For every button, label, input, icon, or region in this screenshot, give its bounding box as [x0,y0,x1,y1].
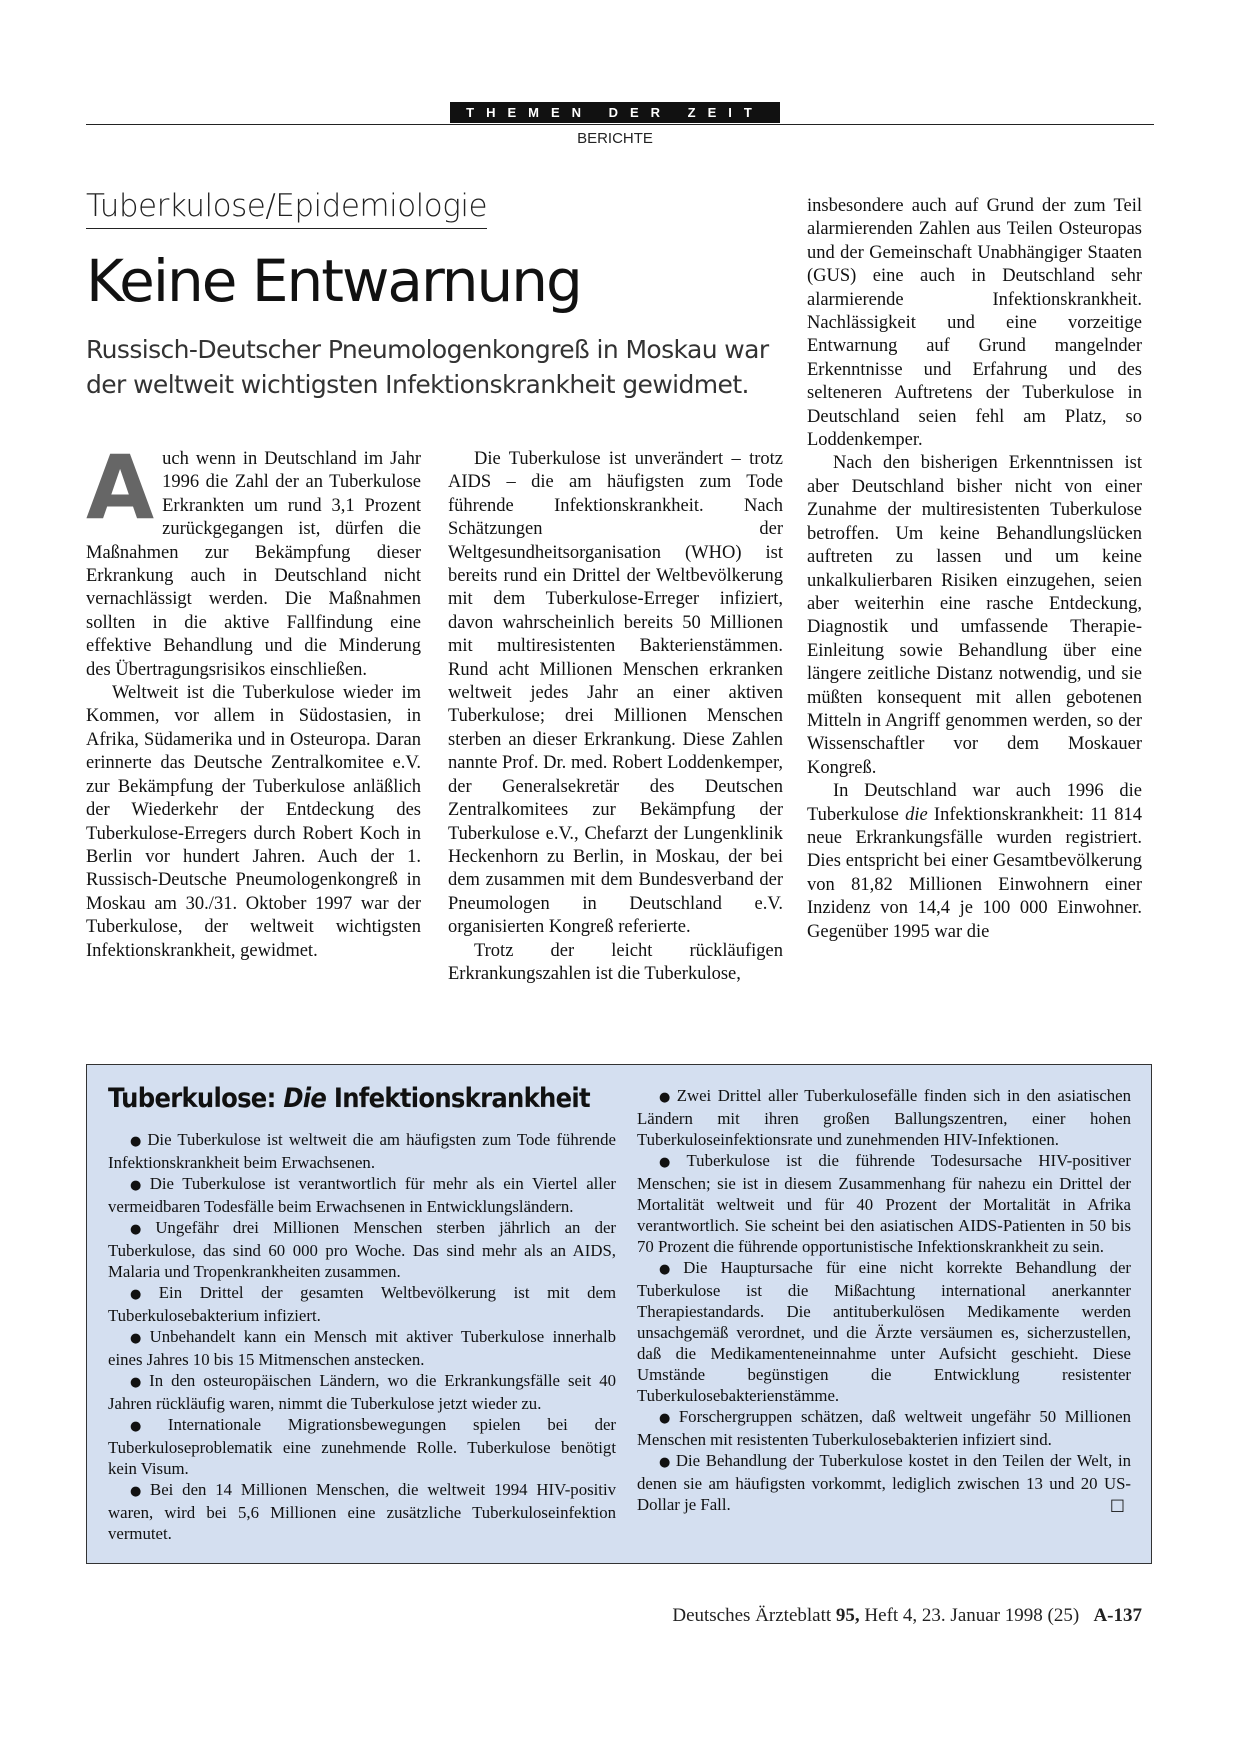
bullet-text: Ein Drittel der gesamten Weltbevölkerung ist mit dem Tuberkulosebakterium infiziert. [108,1283,617,1325]
paragraph-text: Infektionskrankheit: 11 814 neue Erkrankungsfälle wurden registriert. Dies entspricht bei einer Gesamtbevölkerung von 81,82 Millionen Einwohnern einer Inzidenz von 14,4 je 100 000 Einwohner. Gegenüber 1995 war die [807,804,1142,942]
paragraph: Weltweit ist die Tuberkulose wieder im Kommen, vor allem in Südostasien, in Afrika, Südamerika und in Osteuropa. Daran erinnerte das Deutsche Zentralkomitee e.V. zur Bekämpfung der Tuberkulose anläßlich der Wiederkehr der Entdeckung des Tuberkulose-Erregers durch Robert Koch in Berlin vor hundert Jahren. Auch der 1. Russisch-Deutsche Pneumologenkongreß in Moskau am 30./31. Oktober 1997 war der Tuberkulose, der weltweit wichtigsten Infektionskrankheit, gewidmet. [86,683,421,961]
info-box-left-column [108,1129,616,1544]
bullet-text: Unbehandelt kann ein Mensch mit aktiver Tuberkulose innerhalb eines Jahres 10 bis 15 Mitmenschen anstecken. [108,1327,616,1369]
bullet-icon: ● [659,1411,675,1426]
bullet-icon: ● [130,1134,144,1149]
bullet-icon: ● [130,1287,155,1302]
bullet-text: Zwei Drittel aller Tuberkulosefälle finden sich in den asiatischen Ländern mit ihren großen Ballungszentren, einer hohen Tuberkuloseinfektionsrate und zunehmenden HIV-Infektionen. [637,1086,1132,1149]
bullet-item [637,1085,1131,1150]
bullet-icon: ● [130,1178,146,1193]
info-box-title [108,1083,590,1114]
drop-cap: A [86,448,155,539]
header-rule [86,124,1154,125]
bullet-item [108,1217,616,1282]
bullet-text: Die Hauptursache für eine nicht korrekte Behandlung der Tuberkulose ist die Mißachtung international anerkannter Therapiestandards. Die antituberkulösen Medikamente werden unsachgemäß verordnet, und die Ärzte versäumen es, sicherzustellen, daß die Medikamenteneinnahme unter Aufsicht geschieht. Diese Umstände begünstigen die Entwicklung resistenter Tuberkulosebakterienstämme. [637,1258,1132,1405]
article-title: Keine Entwarnung [86,247,581,315]
bullet-icon: ● [659,1155,683,1170]
page-number: A-137 [1093,1605,1142,1626]
title-emphasis: Die [283,1083,327,1114]
bullet-text: Bei den 14 Millionen Menschen, die weltweit 1994 HIV-positiv waren, wird bei 5,6 Millionen eine zusätzliche Tuberkuloseinfektion vermutet. [108,1480,616,1543]
paragraph: Nach den bisherigen Erkenntnissen ist aber Deutschland bisher nicht von einer Zunahme der multiresistenten Tuberkulose betroffen. Um keine Behandlungslücken auftreten zu lassen und um keine unkalkulierbaren Risiken einzugehen, seien aber weiterhin eine rasche Entdeckung, Diagnostik und umfassende Therapie-Einleitung sowie Behandlung über eine längere zeitliche Distanz notwendig, und sie müßten konsequent mit allen gebotenen Mitteln in Angriff genommen werden, so der Wissenschaftler vor dem Moskauer Kongreß. [807,453,1142,778]
bullet-icon: ● [659,1090,673,1105]
bullet-icon: ● [130,1222,152,1237]
page-footer [672,1605,1142,1627]
bullet-text: Die Tuberkulose ist verantwortlich für mehr als ein Viertel aller vermeidbaren Todesfälle beim Erwachsenen in Entwicklungsländern. [108,1174,616,1216]
paragraph [86,448,421,682]
paragraph-text: In Deutschland war auch 1996 die Tuberkulose [807,781,1142,825]
bullet-icon: ● [130,1331,146,1346]
bullet-text: Forschergruppen schätzen, daß weltweit ungefähr 50 Millionen Menschen mit resistenten Tuberkulosebakterien infiziert sind. [637,1407,1131,1449]
bullet-icon: ● [130,1375,146,1390]
bullet-icon: ● [659,1262,680,1277]
article-lead: Russisch-Deutscher Pneumologenkongreß in Moskau war der weltweit wichtigsten Infektionskrankheit gewidmet. [86,335,769,399]
paragraph: Trotz der leicht rückläufigen Erkrankungszahlen ist die Tuberkulose, [448,940,783,984]
body-column-2 [448,448,783,1038]
paragraph [807,780,1142,944]
paragraph: insbesondere auch auf Grund der zum Teil alarmierenden Zahlen aus Teilen Osteuropas und der Gemeinschaft Unabhängiger Staaten (GUS) eine auch in Deutschland sehr alarmierende Infektionskrankheit. Nachlässigkeit und eine vorzeitige Entwarnung auf Grund mangelnder Erkenntnisse und Erfahrung und des selteneren Auftretens der Tuberkulose in Deutschland seien fehl am Platz, so Loddenkemper. [807,196,1142,451]
bullet-item [637,1406,1131,1450]
bullet-item [108,1414,616,1479]
body-column-1 [86,448,421,1038]
emphasis: die [905,804,928,825]
title-part: Infektionskrankheit [326,1083,590,1114]
bullet-item [108,1479,616,1544]
bullet-item [108,1129,616,1173]
bullet-item [108,1326,616,1370]
info-box-right-column [637,1085,1131,1515]
subsection-label: BERICHTE [577,130,653,147]
journal-name: Deutsches Ärzteblatt [672,1605,836,1626]
paragraph: Die Tuberkulose ist unverändert – trotz AIDS – die am häufigsten zum Tode führende Infektionskrankheit. Nach Schätzungen der Weltgesundheitsorganisation (WHO) ist bereits rund ein Drittel der Weltbevölkerung mit dem Tuberkulose-Erreger infiziert, davon wahrscheinlich bereits 50 Millionen mit multiresistenten Bakterienstämmen. Rund acht Millionen Menschen erkranken weltweit jedes Jahr an einer aktiven Tuberkulose; drei Millionen Menschen sterben an dieser Erkrankung. Diese Zahlen nannte Prof. Dr. med. Robert Loddenkemper, der Generalsekretär des Deutschen Zentralkomitees zur Bekämpfung der Tuberkulose e.V., Chefarzt der Lungenklinik Heckenhorn zu Berlin, in Moskau, der bei dem zusammen mit dem Bundesverband der Pneumologen in Deutschland e.V. organisierten Kongreß referierte. [448,449,783,938]
bullet-item [108,1370,616,1414]
bullet-item [108,1282,616,1326]
bullet-text: Ungefähr drei Millionen Menschen sterben jährlich an der Tuberkulose, das sind 60 000 pro Woche. Das sind mehr als an AIDS, Malaria und Tropenkrankheiten zusammen. [108,1218,616,1281]
title-part: Tuberkulose: [108,1083,284,1114]
bullet-item [637,1450,1131,1515]
bullet-item [637,1257,1131,1406]
bullet-text: Die Behandlung der Tuberkulose kostet in den Teilen der Welt, in denen sie am häufigsten vorkommt, lediglich zwischen 13 und 20 US-Dollar je Fall. [637,1451,1132,1514]
bullet-text: Internationale Migrationsbewegungen spielen bei der Tuberkuloseproblematik eine zunehmende Rolle. Tuberkulose benötigt kein Visum. [108,1415,616,1478]
article-rubric: Tuberkulose/Epidemiologie [86,188,487,229]
section-label: THEMEN DER ZEIT [450,102,780,123]
bullet-text: Die Tuberkulose ist weltweit die am häufigsten zum Tode führende Infektionskrankheit beim Erwachsenen. [108,1130,616,1172]
bullet-item [108,1173,616,1217]
bullet-icon: ● [130,1419,164,1434]
bullet-item [637,1150,1131,1257]
paragraph-text: uch wenn in Deutschland im Jahr 1996 die Zahl der an Tuberkulose Erkrankten um rund 3,1 Prozent zurückgegangen ist, dürfen die Maßnahmen zur Bekämpfung dieser Erkrankung auch in Deutschland nicht vernachlässigt werden. Die Maßnahmen sollten in die aktive Fallfindung eine effektive Behandlung und die Minderung des Übertragungsrisikos einschließen. [86,449,421,680]
issue-info: Heft 4, 23. Januar 1998 (25) [859,1605,1080,1626]
bullet-icon: ● [130,1484,147,1499]
body-column-3 [807,195,1142,1038]
bullet-icon: ● [659,1455,672,1470]
bullet-text: In den osteuropäischen Ländern, wo die Erkrankungsfälle seit 40 Jahren rückläufig waren, nimmt die Tuberkulose jetzt wieder zu. [108,1371,617,1413]
info-box [86,1064,1152,1564]
bullet-text: Tuberkulose ist die führende Todesursache HIV-positiver Menschen; sie ist in diesem Zusammenhang für nahezu ein Drittel der Mortalität weltweit und für 40 Prozent der Mortalität in Afrika verantwortlich. Sie scheint bei den asiatischen AIDS-Patienten in 50 bis 70 Prozent die führende opportunistische Infektionskrankheit zu sein. [637,1151,1132,1256]
end-mark-icon: □ [1109,1495,1125,1514]
volume-number: 95, [835,1605,860,1626]
